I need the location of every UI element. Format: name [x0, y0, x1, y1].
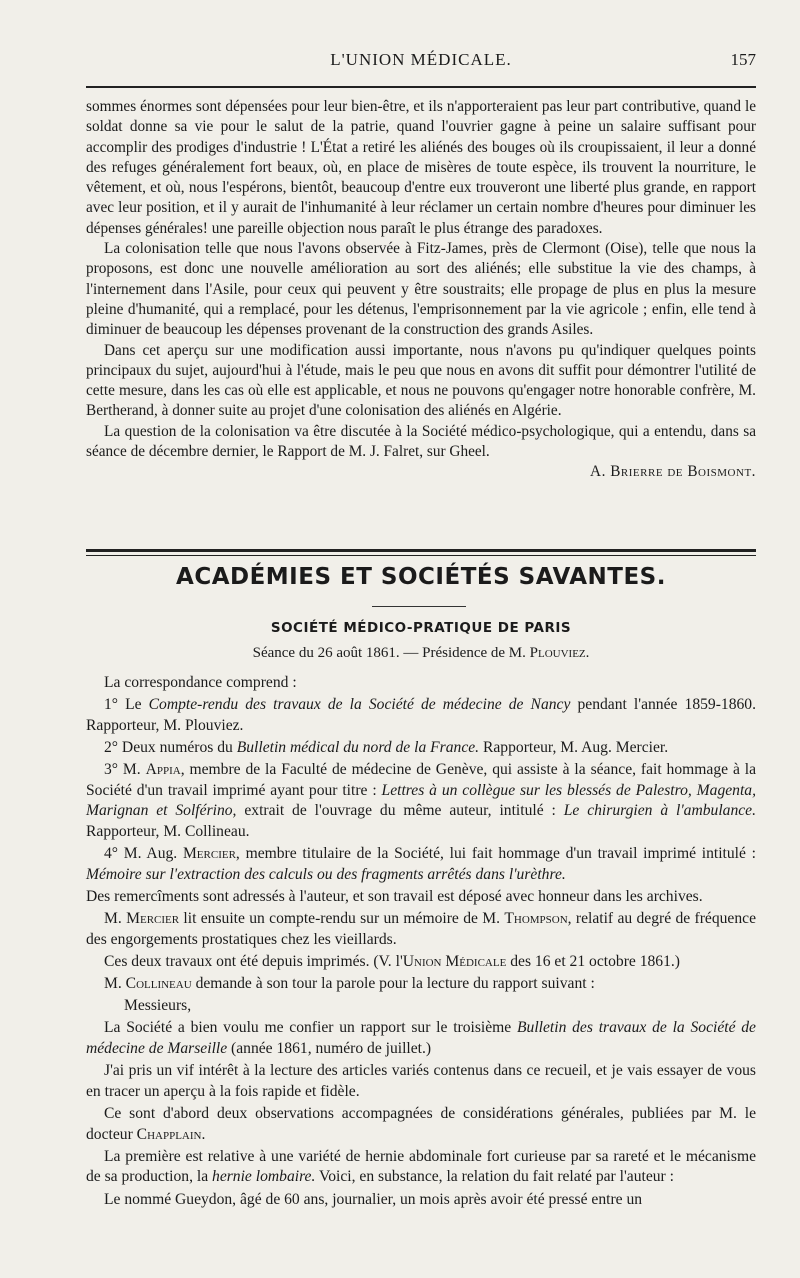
- report-paragraph-4: La première est relative à une variété de hernie abdominale fort curieuse par sa rareté et le mécanisme de sa production, la hernie lombaire. Voici, en substance, la relation du fait relaté par l'auteur :: [86, 1147, 756, 1186]
- paragraph: sommes énormes sont dépensées pour leur bien-être, et ils n'apporteraient pas leur part contributive, quand le soldat donne sa vie pour le salut de la patrie, quand l'ouvrier gagne à peine un salaire suffisant pour accomplir des prodiges d'industrie ! L'État a retiré les aliénés des bouges où ils croupissaient, il leur a donné des refuges généralement fort beaux, où, en place de misères de toute espèce, ils trouvent la nourriture, le vêtement, et où, nous l'espérons, bientôt, beaucoup d'entre eux trouveront une liberté plus grande, en rapport avec leur position, et il y aurait de l'inhumanité à leur réclamer un certain nombre d'heures pour diminuer les dépenses générales! une pareille objection nous paraît le plus étrange des paradoxes.: [86, 98, 756, 237]
- title-divider: [372, 606, 466, 607]
- correspondance-item-4: 4° M. Aug. Mercier, membre titulaire de la Société, lui fait hommage d'un travail imprimé intitulé : Mémoire sur l'extraction des calculs ou des fragments arrêtés dans l'urèthre.: [86, 845, 756, 883]
- section-title: ACADÉMIES ET SOCIÉTÉS SAVANTES.: [176, 564, 666, 590]
- paragraph: Dans cet aperçu sur une modification aussi importante, nous n'avons pu qu'indiquer quelques points principaux du sujet, aujourd'hui à l'étude, mais le peu que nous en avons dit suffit pour démontrer l'utilité de cette mesure, dans les cas où elle est applicable, et nous ne pouvons qu'engager notre honorable confrère, M. Bertherand, à donner suite au projet d'une colonisation des aliénés en Algérie.: [86, 341, 756, 420]
- correspondance-item-1: 1° Le Compte-rendu des travaux de la Société de médecine de Nancy pendant l'année 1859-1860. Rapporteur, M. Plouviez.: [86, 696, 756, 734]
- header-rule: [86, 86, 756, 88]
- collineau-request: M. Collineau demande à son tour la parole pour la lecture du rapport suivant :: [104, 975, 595, 993]
- running-head: [86, 50, 756, 78]
- paragraph: Des remercîments sont adressés à l'auteur, et son travail est déposé avec honneur dans les archives.: [86, 887, 703, 905]
- author-signature: A. Brierre de Boismont.: [590, 463, 756, 481]
- president-name: Plouviez.: [529, 645, 590, 661]
- section-rule-top: [86, 549, 756, 552]
- report-paragraph-1: La Société a bien voulu me confier un rapport sur le troisième Bulletin des travaux de la Société de médecine de Marseille (année 1861, numéro de juillet.): [86, 1019, 756, 1058]
- salutation: Messieurs,: [124, 997, 192, 1015]
- mercier-report: M. Mercier lit ensuite un compte-rendu sur un mémoire de M. Thompson, relatif au degré de fréquence des engorgements prostatiques chez les vieillards.: [86, 910, 756, 948]
- article-continuation: [86, 97, 756, 483]
- paragraph: La correspondance comprend :: [104, 674, 297, 691]
- paragraph: La colonisation telle que nous l'avons observée à Fitz-James, près de Clermont (Oise), telle que nous la proposons, est donc une nouvelle amélioration au sort des aliénés; elle substitue la vie des champs, à l'internement dans l'Asile, pour ceux qui peuvent y être soustraits; elle propage de plus en plus la mesure pleine d'humanité, qui a remplacé, pour les détenus, l'emprisonnement par la vie agricole ; enfin, elle tend à diminuer de beaucoup les dépenses provenant de la construction des grands Asiles.: [86, 240, 756, 339]
- journal-title: L'UNION MÉDICALE.: [330, 50, 512, 69]
- seance-minutes: [86, 673, 756, 1212]
- correspondance-item-2: 2° Deux numéros du Bulletin médical du nord de la France. Rapporteur, M. Aug. Mercier.: [104, 738, 669, 756]
- printed-note: Ces deux travaux ont été depuis imprimés. (V. l'Union Médicale des 16 et 21 octobre 1861.): [104, 952, 680, 970]
- correspondance-item-3: 3° M. Appia, membre de la Faculté de médecine de Genève, qui assiste à la séance, fait hommage à la Société d'un travail imprimé ayant pour titre : Lettres à un collègue sur les blessés de Palestro, Magenta, Marignan et Solférino, extrait de l'ouvrage du même auteur, intitulé : Le chirurgien à l'ambulance. Rapporteur, M. Collineau.: [86, 761, 756, 840]
- seance-text: Séance du 26 août 1861. — Présidence de M.: [252, 645, 530, 661]
- page-number: 157: [730, 50, 756, 69]
- society-title: SOCIÉTÉ MÉDICO-PRATIQUE DE PARIS: [270, 620, 572, 636]
- paragraph: La question de la colonisation va être discutée à la Société médico-psychologique, qui a entendu, dans sa séance de décembre dernier, le Rapport de M. J. Falret, sur Gheel.: [86, 422, 756, 461]
- report-paragraph-5: Le nommé Gueydon, âgé de 60 ans, journalier, un mois après avoir été pressé entre un: [104, 1190, 643, 1208]
- section-rule-bottom: [86, 555, 756, 556]
- report-paragraph-3: Ce sont d'abord deux observations accompagnées de considérations générales, publiées par M. le docteur Chapplain.: [86, 1105, 756, 1143]
- seance-line: [86, 645, 756, 662]
- report-paragraph-2: J'ai pris un vif intérêt à la lecture des articles variés contenus dans ce recueil, et je vais essayer de vous en tracer un aperçu à la fois rapide et fidèle.: [86, 1062, 756, 1100]
